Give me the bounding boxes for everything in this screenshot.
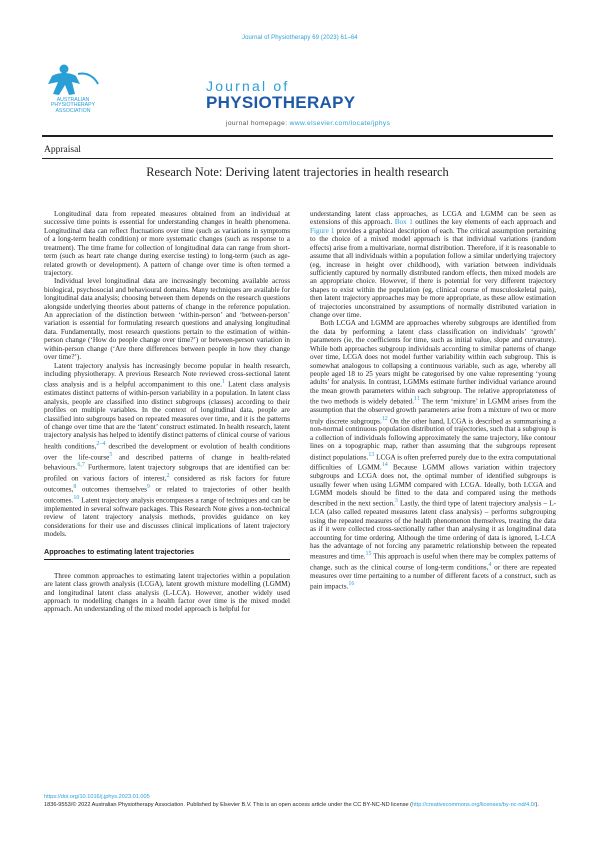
box-link[interactable]: Box 1 (394, 218, 413, 227)
logo-text (42, 98, 104, 114)
homepage-label: journal homepage: (226, 120, 290, 127)
reference-link[interactable]: 9 (146, 484, 150, 491)
reference-link[interactable]: 4 (488, 562, 492, 569)
paragraph-text: Both LCGA and LGMM are approaches whereby subgroups are identified from the data by performing a latent class classification on individuals’ ‘growth’ parameters (ie, the coefficients for time, such as initial value, slope and curvature). While both approaches subgroup individuals according to similar patterns of change over time, LCGA does not model further variability within each subgroup. This is somewhat analogous to collapsing a continuous variable, such as age, whereby all people aged 18 to 25 years might be categorised by one value representing ‘young adults’ for analysis. In contrast, LGMMs estimate further individual variance around the mean growth parameters within each subgroup. The relative appropriateness of the two methods is widely debated. (310, 319, 556, 406)
paragraph-text: described the development or evolution of health conditions over the life-course (44, 442, 290, 461)
header-rule (42, 135, 553, 137)
left-column (44, 210, 290, 614)
section-heading: Approaches to estimating latent trajectories (44, 548, 290, 559)
section-rule (42, 158, 553, 159)
license-link[interactable]: http://creativecommons.org/licenses/by-nc-nd/4.0/ (412, 802, 536, 808)
reference-link[interactable]: 8 (73, 484, 77, 491)
paragraph-text: or related to trajectories of other health outcomes. (44, 485, 291, 505)
paragraph: Longitudinal data from repeated measures obtained from an individual at successive time points is essential for understanding changes in health phenomena. Longitudinal data can reflect fluctuations over time (such as variations in symptoms of a long-term health condition) or more systematic changes (such as response to a treatment). The time frame for collection of longitudinal data can range from short-term (such as heart rate change during exercise testing) to long-term (such as age-related growth or development). A pattern of change over time is often termed a trajectory. (44, 210, 290, 277)
paragraph-text: Latent class analysis estimates distinct patterns of within-person variability in a population. In latent class analysis, people are classified into distinct subgroups (classes) according to their profiles on multiple variables. In the context of longitudinal data, people are classified into subgroups based on repeated measures over time, and it is the patterns of change over time that are the ‘latent’ construct estimated. In health research, latent trajectory analysis has helped to identify distinct patterns of clinical course of various health conditions, (44, 380, 290, 451)
paragraph: Individual level longitudinal data are increasingly becoming available across biological, psychosocial and behavioural domains. Many techniques are available for longitudinal data analysis; choosing between them depends on the research questions alongside underlying theories about patterns of change in the reference population. An appreciation of the distinction between ‘within-person’ and ‘between-person’ variation is essential for formulating research questions and analysing longitudinal data. Fundamentally, most research questions pertain to the estimation of within-person change (‘How do people change over time?’) or between-person variation in within-person change (‘Are there differences between people in how they change over time?’). (44, 277, 290, 362)
reference-link[interactable]: 1 (222, 379, 225, 386)
paragraph (44, 362, 290, 539)
paragraph-text: outcomes themselves (76, 485, 147, 494)
reference-link[interactable]: 2 (166, 473, 170, 480)
paragraph-text: outlines the key elements of each approach and (412, 218, 556, 227)
paragraph-text: This approach is useful when there may be complex patterns of change, such as the clinical course of long-term conditions, (310, 552, 556, 572)
license-statement (44, 801, 556, 809)
right-column (310, 210, 556, 591)
paragraph-text: LCGA is often preferred purely due to the extra computational difficulties of LGMM. (310, 452, 557, 472)
australian-physiotherapy-association-logo (42, 62, 104, 136)
journal-homepage (226, 120, 390, 127)
journal-title: PHYSIOTHERAPY (206, 93, 356, 112)
paragraph-text: or there are repeated measures over time pertaining to a number of different facets of a construct, such as pain impacts. (310, 563, 557, 591)
logo-text-line: AUSTRALIAN (56, 97, 90, 103)
reference-link[interactable]: 11 (413, 396, 420, 403)
paragraph (310, 319, 556, 591)
paragraph-text: Lastly, the third type of latent trajectory analysis – L-LCA (also called repeated measures latent class analysis) – performs subgrouping using the repeated measures of the health phenomenon themselves, treating the data as if it were collected cross-sectionally rather than analysing it as longitudinal data accounting for time ordering. Although the time ordering of data is ignored, L-LCA has the advantage of not forcing any parametric relationship between the repeated measures and time. (310, 499, 556, 561)
reference-link[interactable]: 16 (348, 581, 355, 588)
reference-link[interactable]: 2–4 (96, 440, 106, 447)
reference-link[interactable]: 6,7 (77, 462, 85, 469)
figure-link[interactable]: Figure 1 (310, 226, 335, 235)
article-footer (44, 793, 556, 809)
paragraph-text: Furthermore, latent trajectory subgroups that are identified can be: profiled on various factors of interest, (44, 463, 290, 483)
paragraph-text: and described patterns of change in health-related behaviours. (44, 452, 290, 472)
license-text: ). (535, 802, 539, 808)
paragraph-text: understanding latent class approaches, as LCGA and LGMM can be seen as extensions of this approach. (310, 210, 556, 227)
paragraph-text: Because LGMM allows variation within trajectory subgroups and LCGA does not, the optimal number of identified subgroups is usually fewer when using LGMM compared with LCGA. Ideally, both LCGA and LGMM models should be fitted to the data and compared using the methods described in the next section. (310, 463, 556, 508)
reference-link[interactable]: 3 (394, 498, 398, 505)
license-text: 1836-9553/© 2022 Australian Physiotherapy Association. Published by Elsevier B.V. This is an open access article under the CC BY-NC-ND license ( (44, 802, 413, 808)
article-section: Appraisal (44, 145, 81, 155)
logo-text-line: PHYSIOTHERAPY (50, 102, 96, 109)
paragraph-text: provides a graphical description of each. The critical assumption pertaining to the choice of a mixed model approach is that individual variations (random effects) arise from a multivariate, normal distribution. Therefore, if it is reasonable to assume that all individuals within a population follow a similar underlying trajectory (eg, increase in height over childhood), with variation between individuals sufficiently captured by normally distributed random effects, then mixed models are an appropriate choice. However, if there is potential for very different trajectory shapes to exist within the population (eg, clinical course of musculoskeletal pain), then latent trajectory approaches may be more appropriate, as these allow estimation of trajectories unconstrained by assumptions of normally distributed variation in change over time. (310, 226, 556, 320)
paragraph-text: On the other hand, LCGA is described as summarising a non-normal continuous population distribution of trajectories, such that a subgroup is a collection of individuals following approximately the same trajectory, like contour lines on a topographic map, rather than assuming that the subgroups represent distinct populations. (310, 416, 556, 461)
paragraph-text: Latent trajectory analysis has increasingly become popular in health research, including physiotherapy. A previous Research Note reviewed cross-sectional latent class analysis and is a helpful accompaniment to this one. (44, 361, 290, 389)
paragraph-text: The term ‘mixture’ in LGMM arises from the assumption that the observed growth parameters arise from a mixture of two or more truly discrete subgroups. (310, 397, 556, 425)
journal-citation[interactable]: Journal of Physiotherapy 69 (2023) 61–64 (242, 35, 358, 41)
reference-link[interactable]: 15 (365, 551, 372, 558)
paragraph-text: considered as risk factors for future outcomes, (44, 474, 291, 494)
reference-link[interactable]: 10 (73, 494, 80, 501)
figure-silhouette-icon (42, 62, 104, 98)
logo-text-line: ASSOCIATION (55, 107, 91, 114)
paragraph: Three common approaches to estimating latent trajectories within a population are latent class growth analysis (LCGA), latent growth mixture modelling (LGMM) and longitudinal latent class analysis (L-LCA). However, another widely used approach to modelling changes in a health factor over time is the mixed model approach. An understanding of the mixed model approach is helpful for (44, 571, 290, 614)
homepage-link[interactable]: www.elsevier.com/locate/jphys (289, 120, 391, 127)
reference-link[interactable]: 12 (381, 415, 388, 422)
reference-link[interactable]: 14 (381, 462, 388, 469)
journal-title-prefix: Journal of (206, 78, 290, 94)
doi-link[interactable]: https://doi.org/10.1016/j.jphys.2023.01.005 (44, 794, 150, 800)
reference-link[interactable]: 5 (109, 451, 113, 458)
reference-link[interactable]: 13 (368, 451, 375, 458)
paragraph-text: Latent trajectory analysis encompasses a range of techniques and can be implemented in several software packages. This Research Note gives a non-technical review of latent trajectory analysis methods, provides guidance on key considerations for their use and discusses clinical implications of latent trajectory models. (44, 496, 290, 538)
article-title: Research Note: Deriving latent trajectories in health research (146, 165, 449, 179)
paragraph (310, 210, 556, 319)
